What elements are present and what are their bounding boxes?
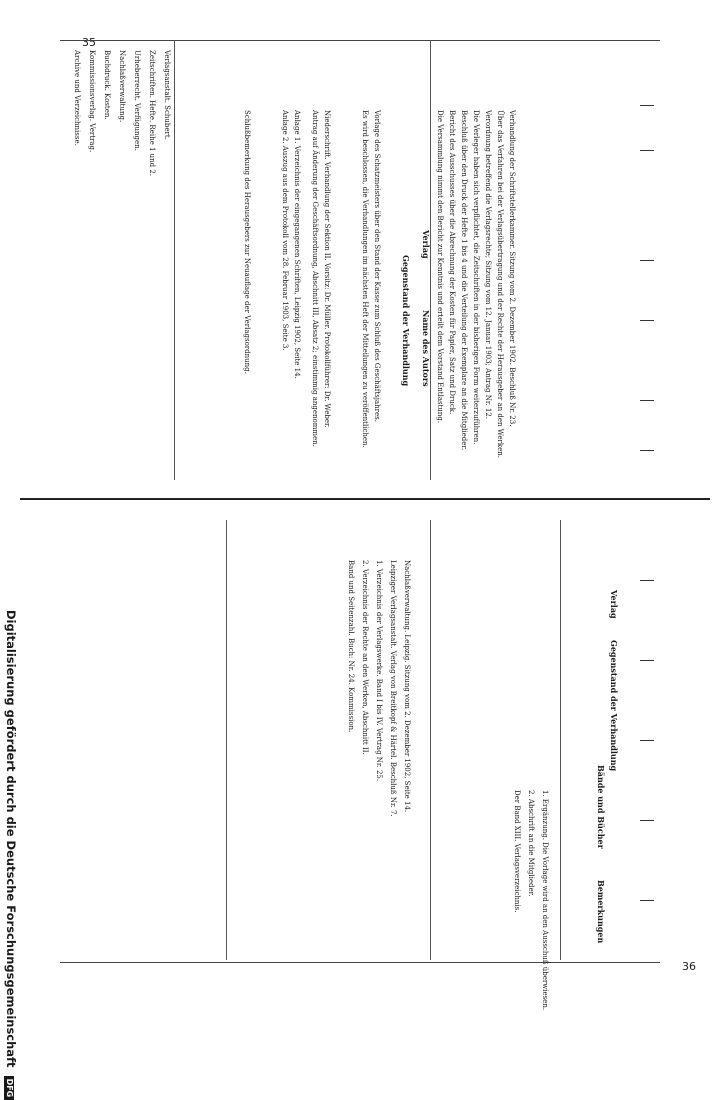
- dfg-logo: DFG: [4, 1076, 14, 1100]
- binding-line: [20, 498, 710, 500]
- right-tick-1: [640, 580, 654, 581]
- left-body-line-8: Vorlage des Schatzmeisters über den Stand der Kasse zum Schluß des Geschäftsjahres.: [373, 110, 381, 422]
- left-body-line-7: Die Versammlung nimmt den Bericht zur Kenntnis und erteilt dem Vorstand Entlastung.: [436, 110, 444, 424]
- right-header-volumes: Bände und Bücher: [596, 765, 606, 849]
- left-header-subject: Gegenstand der Verhandlung: [401, 255, 411, 387]
- left-row-label-6: Kommissionsverlag. Vertrag.: [88, 50, 96, 153]
- left-row-label-3: Urheberrecht. Verfügungen.: [133, 50, 141, 151]
- page-mark-right: 36: [682, 960, 696, 973]
- left-header-publisher: Verlag: [421, 230, 431, 259]
- right-notes-line-2: 2. Abschrift an die Mitglieder.: [527, 790, 535, 897]
- right-tick-3: [640, 740, 654, 741]
- left-top-rule: [60, 40, 660, 41]
- right-column-rule-2: [430, 520, 431, 960]
- left-tick-1: [640, 105, 654, 106]
- right-tick-5: [640, 900, 654, 901]
- right-header-subject: Gegenstand der Verhandlung: [609, 640, 619, 772]
- left-header-author: Name des Autors: [421, 310, 431, 387]
- right-column-rule-3: [560, 520, 561, 960]
- left-bottom-line-4: Anlage 2. Auszug aus dem Protokoll vom 28. Februar 1903, Seite 3.: [281, 110, 289, 351]
- left-tick-3: [640, 260, 654, 261]
- right-notes-line-3: Der Band XIII. Verlagsverzeichnis.: [513, 790, 521, 913]
- left-row-label-7: Archive und Verzeichnisse.: [73, 50, 81, 146]
- right-bottom-rule: [60, 962, 660, 963]
- left-tick-4: [640, 320, 654, 321]
- left-body-line-9: Es wird beschlossen, die Verhandlungen im nächsten Heft der Mitteilungen zu veröffentlichen.: [361, 110, 369, 448]
- left-bottom-line-1: Niederschrift. Verhandlung der Sektion II. Vorsitz: Dr. Müller. Protokollführer: Dr. Weber.: [323, 110, 331, 428]
- left-body-line-2: Über das Verfahren bei der Verlagsübertragung und der Rechte der Herausgeber an den Werken.: [496, 110, 504, 458]
- left-column-rule: [174, 40, 175, 480]
- page-mark-left: 35: [82, 36, 96, 49]
- right-tick-2: [640, 660, 654, 661]
- right-col-line-4: 2. Verzeichnis der Rechte an den Werken, Abschnitt II.: [361, 560, 369, 755]
- right-col-line-2: Leipziger Verlagsanstalt. Verlag von Breitkopf & Härtel. Beschluß Nr. 7.: [389, 560, 397, 817]
- left-body-line-1: Verhandlung der Schriftstellerkammer. Sitzung vom 2. Dezember 1902. Beschluß Nr. 23.: [508, 110, 516, 427]
- left-tick-5: [640, 400, 654, 401]
- left-bottom-line-3: Anlage 1. Verzeichnis der eingegangenen Schriften, Leipzig 1902, Seite 14.: [293, 110, 301, 379]
- footer-credit: [4, 610, 16, 1100]
- left-body-line-5: Beschluß über den Druck der Hefte 1 bis 4 und die Verteilung der Exemplare an die Mitglieder.: [460, 110, 468, 451]
- left-row-label-4: Nachlaßverwaltung.: [118, 50, 126, 123]
- left-body-line-6: Bericht des Ausschusses über die Abrechnung der Kosten für Papier, Satz und Druck.: [448, 110, 456, 415]
- left-bottom-line-5: Schlußbemerkung des Herausgebers zur Neuauflage der Verlagsordnung.: [243, 110, 251, 374]
- left-bottom-line-2: Antrag auf Änderung der Geschäftsordnung, Abschnitt III, Absatz 2; einstimmig angenommen.: [311, 110, 319, 447]
- left-tick-2: [640, 150, 654, 151]
- left-body-line-3: Verordnung betreffend die Verlagsrechte; Sitzung vom 12. Januar 1903; Antrag Nr. 12.: [484, 110, 492, 420]
- left-row-label-5: Buchdruck. Kosten.: [103, 50, 111, 120]
- right-col-line-1: Nachlaßverwaltung. Leipzig. Sitzung vom 2. Dezember 1902, Seite 14.: [403, 560, 411, 813]
- right-col-line-5: Band und Seitenzahl. Buch: Nr. 24. Kommission.: [347, 560, 355, 733]
- right-col-line-3: 1. Verzeichnis der Verlagswerke. Band I bis IV. Vertrag Nr. 25.: [375, 560, 383, 782]
- right-column-rule: [226, 520, 227, 960]
- right-tick-4: [640, 820, 654, 821]
- right-notes-line-1: 1. Ergänzung. Die Vorlage wird an den Ausschuß überwiesen.: [541, 790, 549, 1011]
- left-row-label-2: Zeitschriften. Hefte. Reihe 1 und 2.: [148, 50, 156, 177]
- footer-text: Digitalisierung gefördert durch die Deutsche Forschungsgemeinschaft: [4, 610, 18, 1068]
- left-body-line-4: Die Verleger haben sich verpflichtet, die Zeitschriften in der bisherigen Form weiterzuführen.: [472, 110, 480, 445]
- left-row-label-1: Verlagsanstalt. Schubert.: [163, 50, 171, 140]
- right-header-publisher: Verlag: [609, 590, 619, 619]
- left-column-rule-2: [430, 40, 431, 480]
- right-header-notes: Bemerkungen: [596, 880, 606, 944]
- left-tick-6: [640, 450, 654, 451]
